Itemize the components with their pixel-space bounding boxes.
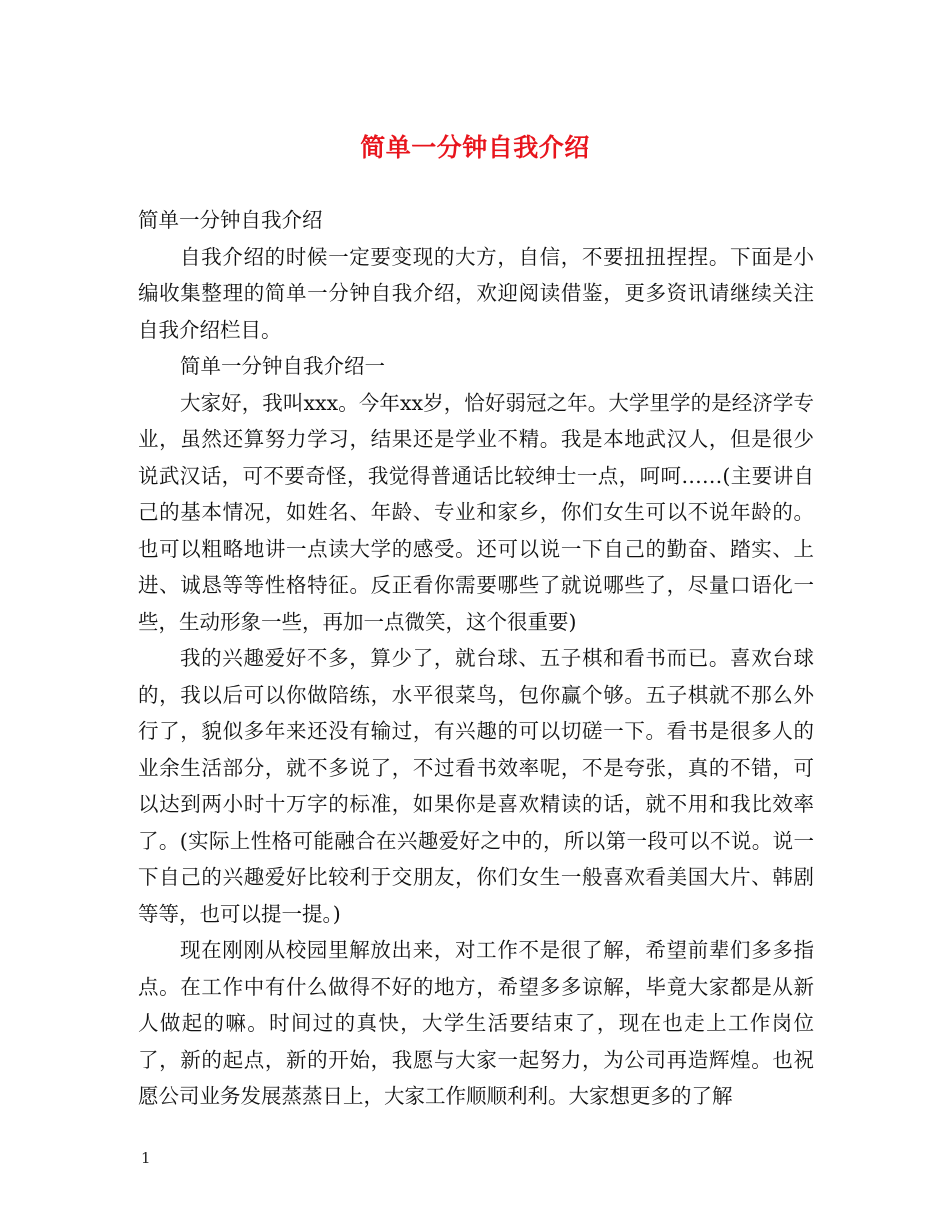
document-body (138, 202, 814, 1115)
body-paragraph-basic-info: 大家好，我叫xxx。今年xx岁，恰好弱冠之年。大学里学的是经济学专业，虽然还算努力学习，结果还是学业不精。我是本地武汉人，但是很少说武汉话，可不要奇怪，我觉得普通话比较绅士一点，呵呵……(主要讲自己的基本情况，如姓名、年龄、专业和家乡，你们女生可以不说年龄的。也可以粗略地讲一点读大学的感受。还可以说一下自己的勤奋、踏实、上进、诚恳等等性格特征。反正看你需要哪些了就说哪些了，尽量口语化一些，生动形象一些，再加一点微笑，这个很重要) (138, 390, 814, 634)
body-paragraph-hobbies: 我的兴趣爱好不多，算少了，就台球、五子棋和看书而已。喜欢台球的，我以后可以你做陪练，水平很菜鸟，包你赢个够。五子棋就不那么外行了，貌似多年来还没有输过，有兴趣的可以切磋一下。看书是很多人的业余生活部分，就不多说了，不过看书效率呢，不是夸张，真的不错，可以达到两小时十万字的标准，如果你是喜欢精读的话，就不用和我比效率了。(实际上性格可能融合在兴趣爱好之中的，所以第一段可以不说。说一下自己的兴趣爱好比较利于交朋友，你们女生一般喜欢看美国大片、韩剧等等，也可以提一提。) (138, 646, 814, 926)
subsection-heading: 简单一分钟自我介绍一 (180, 354, 385, 378)
intro-paragraph: 自我介绍的时候一定要变现的大方，自信，不要扭扭捏捏。下面是小编收集整理的简单一分钟自我介绍，欢迎阅读借鉴，更多资讯请继续关注自我介绍栏目。 (138, 244, 814, 342)
section-heading: 简单一分钟自我介绍 (138, 208, 323, 232)
page-number: 1 (141, 1149, 151, 1167)
document-title: 简单一分钟自我介绍 (360, 133, 590, 162)
body-paragraph-closing: 现在刚刚从校园里解放出来，对工作不是很了解，希望前辈们多多指点。在工作中有什么做得不好的地方，希望多多谅解，毕竟大家都是从新人做起的嘛。时间过的真快，大学生活要结束了，现在也走上工作岗位了，新的起点，新的开始，我愿与大家一起努力，为公司再造辉煌。也祝愿公司业务发展蒸蒸日上，大家工作顺顺利利。大家想更多的了解 (138, 938, 814, 1108)
